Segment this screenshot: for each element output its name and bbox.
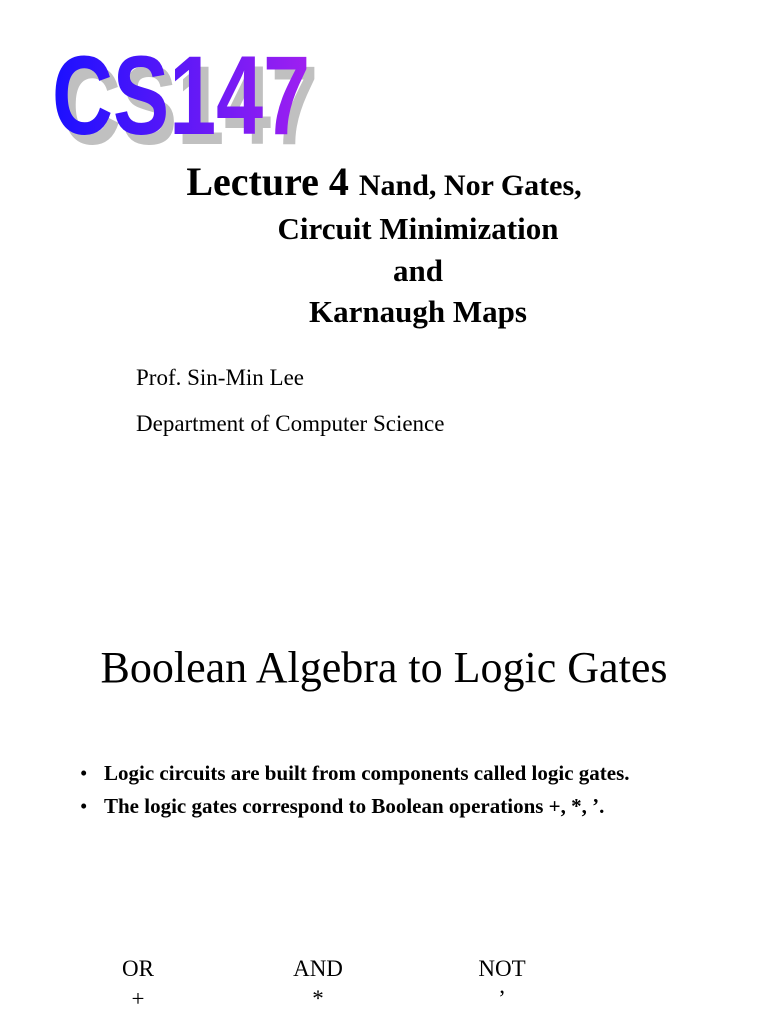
slide-title: Boolean Algebra to Logic Gates <box>100 643 668 692</box>
logo-main-text: CS147 <box>52 33 310 158</box>
bullet-item <box>78 760 718 787</box>
gate-and <box>258 954 378 1014</box>
bullet-list <box>78 760 718 826</box>
gate-symbol: + <box>131 986 145 1011</box>
logo-shadow-text: CS147 <box>60 43 318 160</box>
cs147-logo <box>48 20 328 160</box>
bullet-item <box>78 793 718 820</box>
cs147-logo-graphic <box>48 20 328 160</box>
gate-name: AND <box>293 956 343 981</box>
bullet-text: Logic circuits are built from components called logic gates. <box>104 761 630 785</box>
lecture-subtitle-line-3: and <box>393 253 443 288</box>
content-slide <box>0 600 768 1024</box>
lecture-subtitle-line-4: Karnaugh Maps <box>309 294 527 329</box>
lecture-number: Lecture 4 <box>186 159 349 204</box>
gate-not <box>442 954 562 1014</box>
professor-name: Prof. Sin-Min Lee <box>136 365 305 390</box>
gate-name: OR <box>122 956 154 981</box>
lecture-topic: Nand, Nor Gates, <box>358 169 582 202</box>
bullet-icon: • <box>80 761 88 785</box>
gate-symbol: * <box>312 986 324 1011</box>
lecture-heading <box>0 158 768 205</box>
department-name: Department of Computer Science <box>136 411 445 436</box>
gate-or <box>78 954 198 1014</box>
gate-operators-row <box>0 954 768 1024</box>
bullet-text: The logic gates correspond to Boolean operations +, *, ’. <box>104 794 605 818</box>
lecture-subtitle-line-2: Circuit Minimization <box>277 211 559 246</box>
gate-symbol: ’ <box>498 986 506 1011</box>
gate-name: NOT <box>478 956 526 981</box>
bullet-icon: • <box>80 794 88 818</box>
